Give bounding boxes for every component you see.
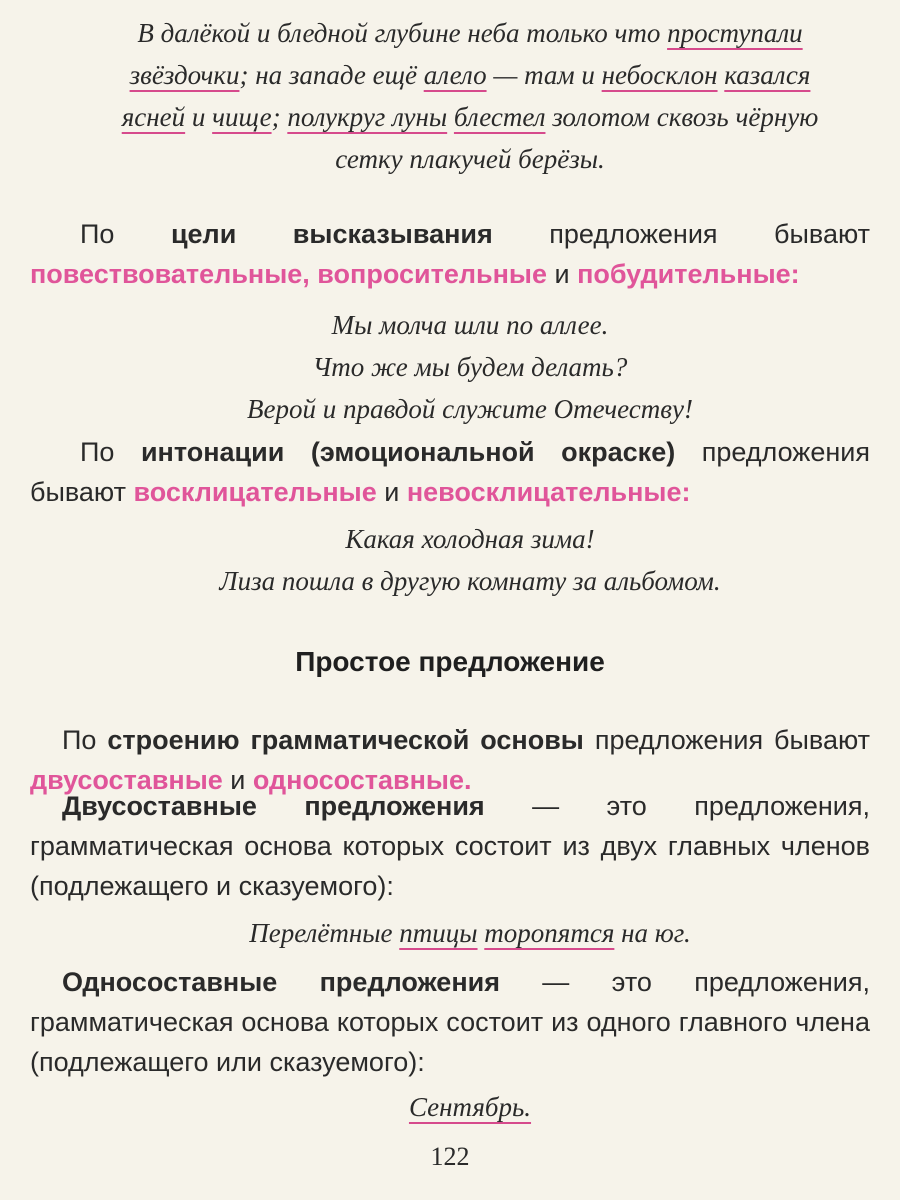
page-number: 122 (430, 1142, 470, 1171)
one-part-example: Сентябрь. (408, 1092, 532, 1122)
purpose-paragraph: По цели высказывания предложения бывают повествовательные, вопросительные и побудительные: (30, 219, 870, 289)
purpose-example-1: Мы молча шли по аллее. (331, 310, 609, 340)
intro-quote-line-2: звёздочки; на западе ещё алело — там и небосклон казался (129, 60, 811, 90)
intro-quote (60, 12, 880, 180)
one-part-definition: Односоставные предложения — это предложения, грамматическая основа которых состоит из одного главного члена (подлежащего или сказуемого): (30, 967, 871, 1077)
intonation-paragraph: По интонации (эмоциональной окраске) предложения бывают восклицательные и невосклицательные: (30, 437, 870, 507)
two-part-definition: Двусоставные предложения — это предложения, грамматическая основа которых состоит из двух главных членов (подлежащего и сказуемого): (30, 791, 870, 901)
purpose-example-2: Что же мы будем делать? (312, 352, 628, 382)
intro-quote-line-4: сетку плакучей берёзы. (335, 144, 605, 174)
structure-paragraph: По строению грамматической основы предложения бывают двусоставные и односоставные. (30, 725, 870, 795)
intonation-example-1: Какая холодная зима! (345, 524, 595, 554)
intonation-example-2: Лиза пошла в другую комнату за альбомом. (219, 566, 721, 596)
section-title: Простое предложение (295, 646, 605, 677)
intro-quote-line-1: В далёкой и бледной глубине неба только что проступали (137, 18, 803, 48)
purpose-example-3: Верой и правдой служите Отечеству! (247, 394, 693, 424)
intonation-examples (60, 518, 880, 602)
purpose-examples (60, 304, 880, 430)
intro-quote-line-3: ясней и чище; полукруг луны блестел золотом сквозь чёрную (121, 102, 819, 132)
two-part-example: Перелётные птицы торопятся на юг. (249, 918, 691, 948)
